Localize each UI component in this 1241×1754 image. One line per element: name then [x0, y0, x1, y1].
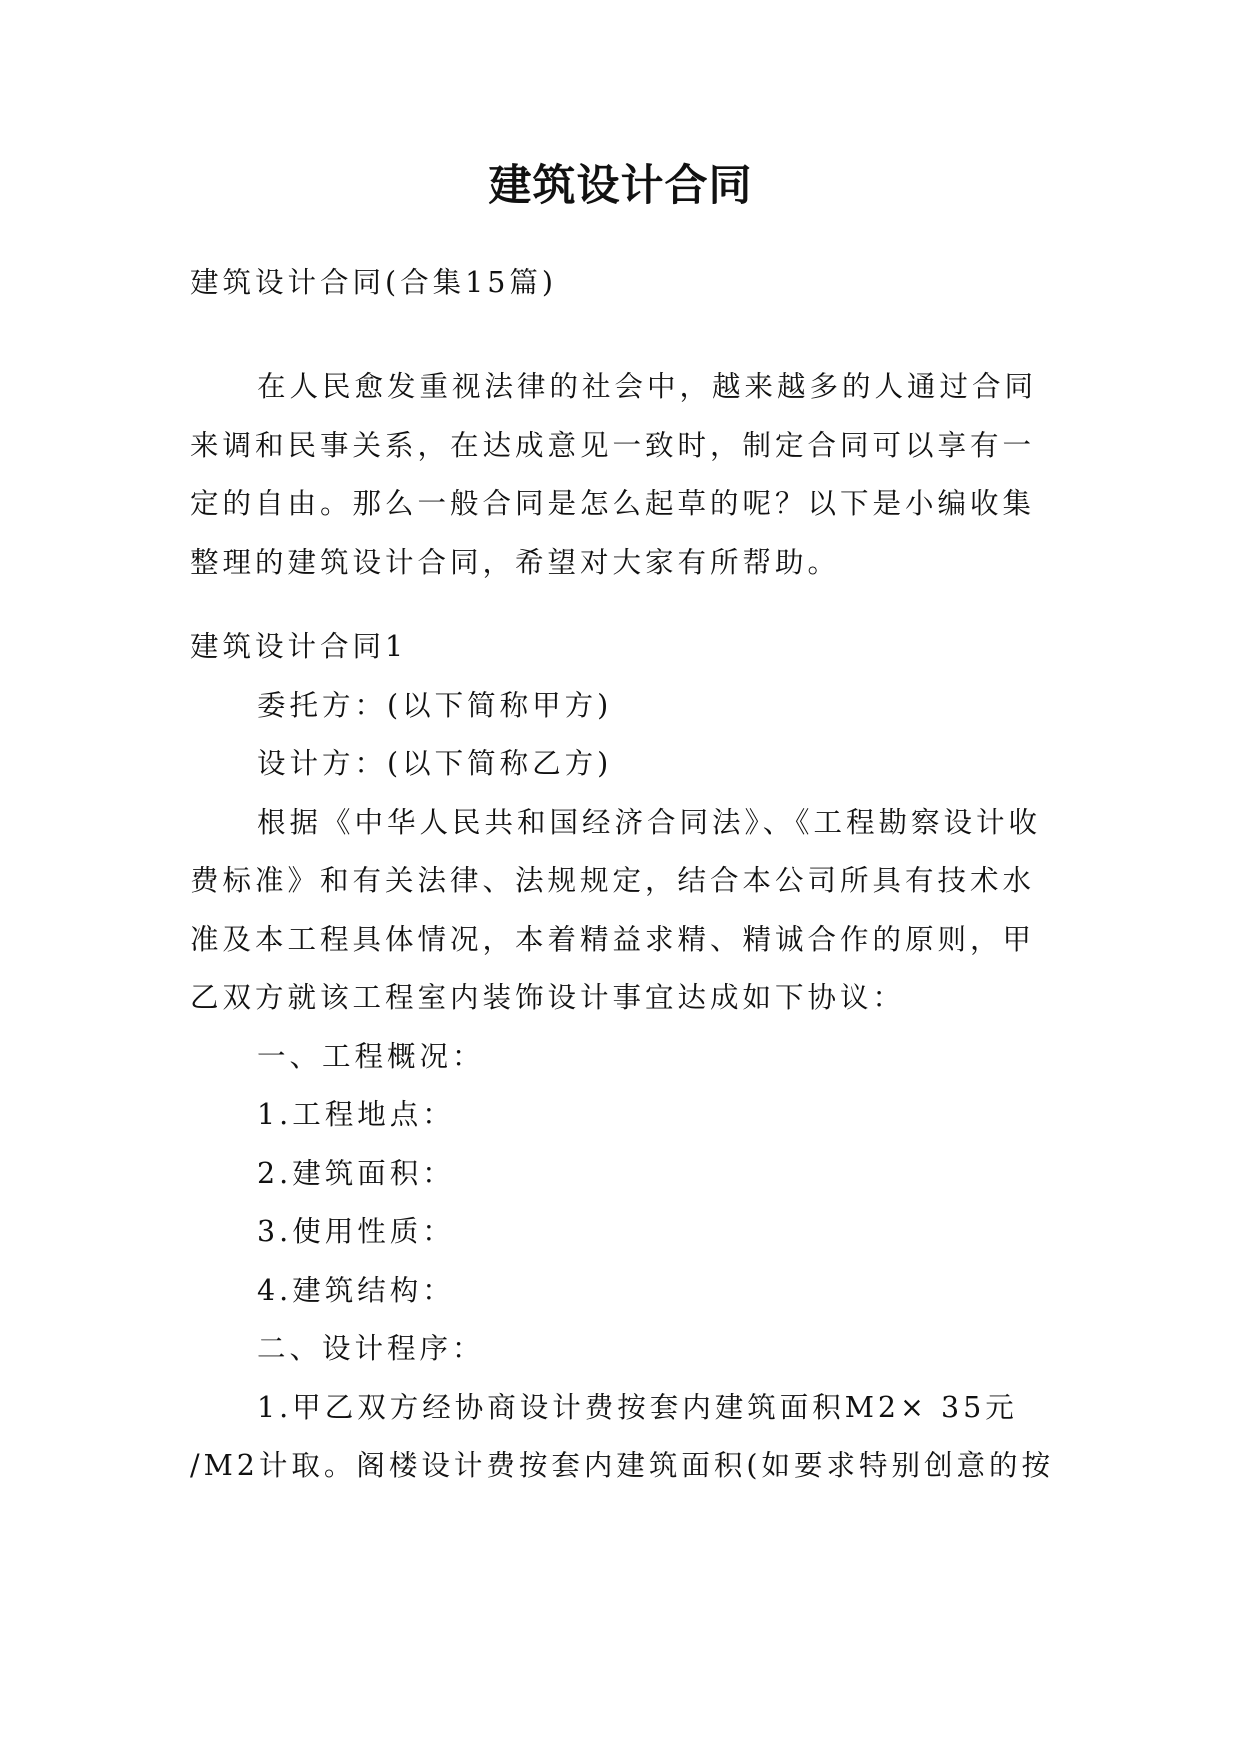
preamble-line: 根据《中华人民共和国经济合同法》、《工程勘察设计收 — [257, 805, 1042, 839]
preamble-line: 费标准》和有关法律、法规规定，结合本公司所具有技术水 — [190, 864, 1036, 897]
clause-item: /M2计取。阁楼设计费按套内建筑面积(如要求特别创意的按 — [190, 1449, 1055, 1482]
party-designer: 设计方：(以下简称乙方) — [257, 747, 613, 780]
preamble-line: 乙双方就该工程室内装饰设计事宜达成如下协议： — [190, 981, 906, 1014]
clause-heading-overview: 一、工程概况： — [257, 1039, 485, 1073]
clause-item: 2.建筑面积： — [257, 1156, 455, 1190]
clause-item: 4.建筑结构： — [257, 1273, 455, 1307]
intro-line: 整理的建筑设计合同，希望对大家有所帮助。 — [190, 545, 841, 579]
intro-paragraph — [190, 358, 1056, 592]
document-subtitle-block — [190, 254, 1056, 313]
document-subtitle: 建筑设计合同(合集15篇) — [190, 266, 558, 299]
intro-line: 定的自由。那么一般合同是怎么起草的呢？以下是小编收集 — [190, 487, 1036, 520]
party-client: 委托方：(以下简称甲方) — [257, 688, 613, 722]
preamble-line: 准及本工程具体情况，本着精益求精、精诚合作的原则，甲 — [190, 922, 1036, 956]
intro-line: 来调和民事关系，在达成意见一致时，制定合同可以享有一 — [190, 428, 1036, 462]
clause-item: 1.工程地点： — [257, 1098, 455, 1131]
contract-section — [190, 618, 1056, 1496]
clause-heading-procedure: 二、设计程序： — [257, 1332, 485, 1365]
clause-item: 3.使用性质： — [257, 1215, 455, 1248]
intro-line: 在人民愈发重视法律的社会中，越来越多的人通过合同 — [257, 370, 1038, 403]
clause-item: 1.甲乙双方经协商设计费按套内建筑面积M2× 35元 — [257, 1390, 1018, 1424]
document-title: 建筑设计合同 — [488, 161, 753, 211]
section-heading: 建筑设计合同1 — [190, 630, 408, 663]
